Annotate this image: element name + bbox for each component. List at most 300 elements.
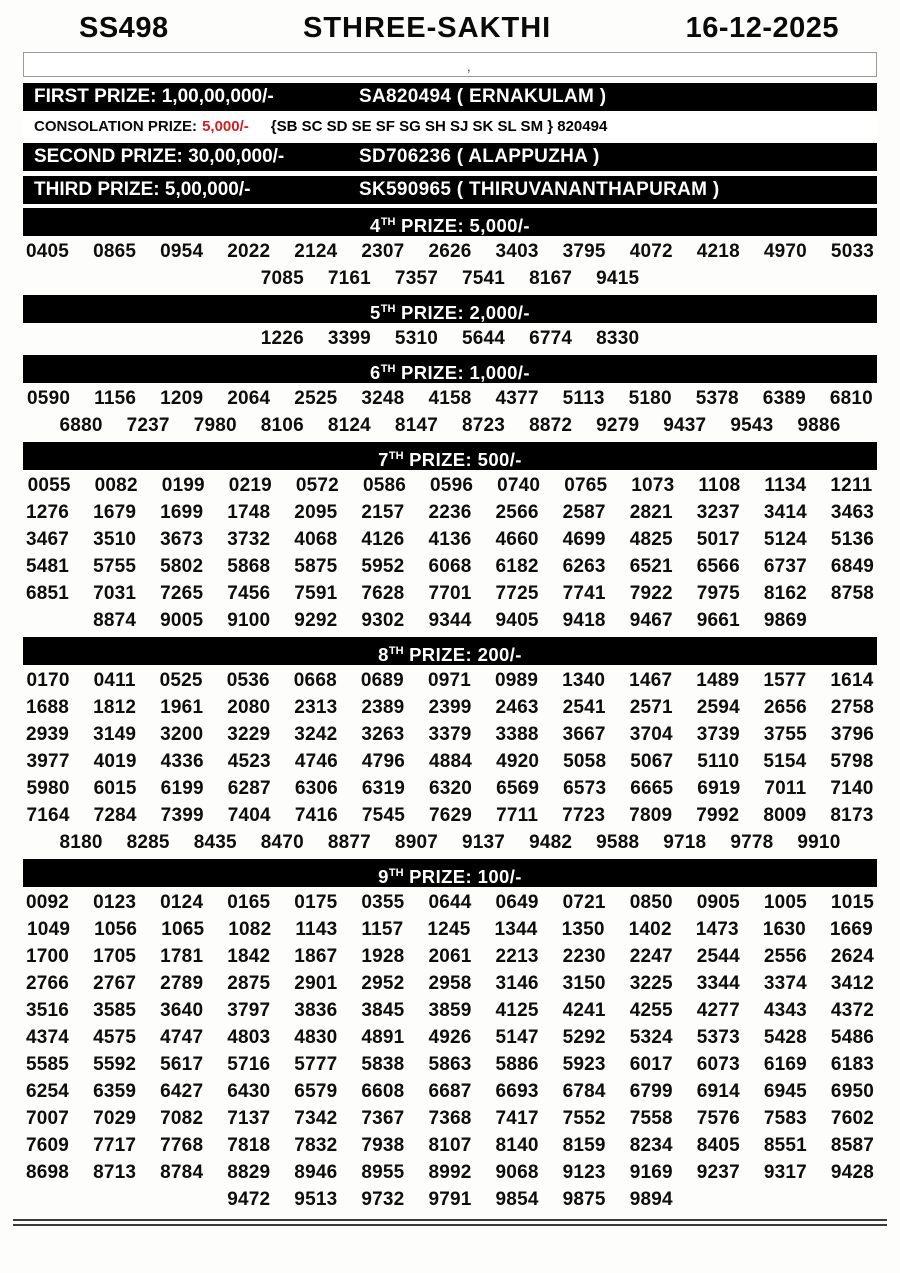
- ticket-number: 3149: [93, 724, 137, 745]
- winning-numbers-row: [23, 667, 877, 694]
- ticket-number: 8330: [596, 328, 640, 349]
- ticket-number: 8713: [93, 1162, 137, 1183]
- ordinal-suffix: TH: [380, 303, 396, 315]
- ticket-number: 9415: [596, 268, 640, 289]
- ticket-number: 6950: [830, 1081, 874, 1102]
- ticket-number: 7723: [562, 805, 606, 826]
- third-prize-band: [23, 175, 877, 204]
- ticket-number: 3344: [696, 973, 740, 994]
- prize-8th-header: 8TH PRIZE: 200/-: [23, 637, 877, 665]
- ticket-number: 3836: [294, 1000, 338, 1021]
- ticket-number: 6919: [697, 778, 741, 799]
- ticket-number: 6569: [496, 778, 540, 799]
- ticket-number: 3200: [160, 724, 204, 745]
- ticket-number: 7602: [830, 1108, 874, 1129]
- ordinal-suffix: TH: [388, 450, 404, 462]
- ticket-number: 6319: [361, 778, 405, 799]
- ticket-number: 4336: [160, 751, 204, 772]
- ticket-number: 5798: [830, 751, 874, 772]
- ticket-number: 0219: [228, 475, 272, 496]
- ticket-number: 0596: [430, 475, 474, 496]
- ticket-number: 2571: [629, 697, 673, 718]
- ticket-number: 7007: [25, 1108, 70, 1129]
- ticket-number: 0165: [227, 892, 271, 913]
- winning-numbers-row: [23, 499, 877, 526]
- ticket-number: 7558: [629, 1108, 673, 1129]
- ticket-number: 3796: [830, 724, 874, 745]
- winning-numbers-row: [23, 1024, 877, 1051]
- ticket-number: 0123: [93, 892, 137, 913]
- ticket-number: 2541: [562, 697, 606, 718]
- winning-numbers-row: [23, 265, 877, 292]
- ticket-number: 4970: [763, 241, 807, 262]
- ticket-number: 8907: [394, 832, 438, 853]
- ticket-number: 7717: [93, 1135, 137, 1156]
- ticket-number: 6799: [629, 1081, 673, 1102]
- ticket-number: 8551: [763, 1135, 807, 1156]
- ticket-number: 4803: [227, 1027, 271, 1048]
- ticket-number: 7161: [327, 268, 371, 289]
- ticket-number: 6169: [763, 1054, 807, 1075]
- ticket-number: 0668: [293, 670, 337, 691]
- ticket-number: 7265: [160, 583, 204, 604]
- winning-numbers-row: [23, 721, 877, 748]
- ticket-number: 1630: [762, 919, 806, 940]
- ticket-number: 2624: [830, 946, 874, 967]
- ticket-number: 4377: [495, 388, 539, 409]
- ticket-number: 3399: [327, 328, 371, 349]
- ticket-number: 8435: [193, 832, 237, 853]
- ticket-number: 1699: [160, 502, 204, 523]
- ticket-number: 3732: [227, 529, 271, 550]
- prize-5th-header: 5TH PRIZE: 2,000/-: [23, 295, 877, 323]
- ticket-number: 9428: [830, 1162, 874, 1183]
- ticket-number: 8470: [260, 832, 304, 853]
- ticket-number: 9910: [797, 832, 841, 853]
- ticket-number: 7399: [160, 805, 204, 826]
- masthead: [23, 8, 877, 47]
- ticket-number: 7085: [260, 268, 304, 289]
- ticket-number: 7818: [227, 1135, 271, 1156]
- ticket-number: 7628: [361, 583, 405, 604]
- ticket-number: 2587: [562, 502, 606, 523]
- ticket-number: 4255: [629, 1000, 673, 1021]
- ticket-number: 6784: [562, 1081, 606, 1102]
- ticket-number: 8162: [763, 583, 807, 604]
- ticket-number: 8758: [830, 583, 874, 604]
- prize-4th-header: 4TH PRIZE: 5,000/-: [23, 208, 877, 236]
- ticket-number: 7456: [227, 583, 271, 604]
- ticket-number: 7992: [696, 805, 740, 826]
- winning-numbers-row: [23, 1051, 877, 1078]
- consolation-amount: 5,000/-: [202, 118, 249, 135]
- ticket-number: 7545: [361, 805, 405, 826]
- ticket-number: 1402: [628, 919, 672, 940]
- ticket-number: 1961: [160, 697, 204, 718]
- ticket-number: 5136: [830, 529, 874, 550]
- ticket-number: 2247: [629, 946, 673, 967]
- prize-9th-header: 9TH PRIZE: 100/-: [23, 859, 877, 887]
- ticket-number: 8285: [126, 832, 170, 853]
- ticket-number: 1688: [25, 697, 70, 718]
- draw-date: 16-12-2025: [685, 12, 839, 44]
- ticket-number: 8587: [830, 1135, 874, 1156]
- ticket-number: 5373: [696, 1027, 740, 1048]
- ticket-number: 2789: [160, 973, 204, 994]
- ticket-number: 9791: [428, 1189, 472, 1210]
- ticket-number: 8107: [428, 1135, 472, 1156]
- ticket-number: 6521: [629, 556, 673, 577]
- winning-numbers-row: [23, 802, 877, 829]
- ticket-number: 4699: [562, 529, 606, 550]
- ticket-number: 7938: [361, 1135, 405, 1156]
- ticket-number: 8992: [428, 1162, 472, 1183]
- winning-numbers-row: [23, 580, 877, 607]
- ticket-number: 6851: [25, 583, 70, 604]
- ticket-number: 4241: [562, 1000, 606, 1021]
- ticket-number: 3463: [830, 502, 874, 523]
- prize-section-4th: [23, 208, 877, 292]
- ticket-number: 1245: [427, 919, 471, 940]
- ticket-number: 8106: [260, 415, 304, 436]
- ticket-number: 9513: [294, 1189, 338, 1210]
- winning-numbers-row: [23, 472, 877, 499]
- ticket-number: 2544: [696, 946, 740, 967]
- ticket-number: 6359: [93, 1081, 137, 1102]
- ticket-number: 1679: [93, 502, 137, 523]
- ticket-number: 6880: [59, 415, 103, 436]
- ticket-number: 0971: [427, 670, 472, 691]
- prize-section-8th: [23, 637, 877, 856]
- ticket-number: 7237: [126, 415, 170, 436]
- ticket-number: 5755: [93, 556, 137, 577]
- third-prize-label: THIRD PRIZE: 5,00,000/-: [34, 179, 251, 200]
- ticket-number: 9543: [730, 415, 774, 436]
- ordinal-suffix: TH: [380, 216, 396, 228]
- ticket-number: 1015: [830, 892, 874, 913]
- ticket-number: 6017: [629, 1054, 673, 1075]
- ticket-number: 6566: [696, 556, 740, 577]
- winning-numbers-row: [23, 775, 877, 802]
- ticket-number: 9137: [462, 832, 506, 853]
- ticket-number: 0536: [226, 670, 270, 691]
- ticket-number: 6182: [495, 556, 539, 577]
- ticket-number: 9894: [629, 1189, 673, 1210]
- ordinal-suffix: TH: [388, 867, 404, 879]
- ticket-number: 3510: [93, 529, 137, 550]
- ticket-number: 8829: [227, 1162, 271, 1183]
- ticket-number: 0355: [361, 892, 405, 913]
- ticket-number: 9317: [763, 1162, 807, 1183]
- ticket-number: 3673: [160, 529, 204, 550]
- ticket-number: 5124: [763, 529, 807, 550]
- ticket-number: 2952: [361, 973, 405, 994]
- ticket-number: 1928: [361, 946, 405, 967]
- ticket-number: 9169: [629, 1162, 673, 1183]
- ticket-number: 9732: [361, 1189, 405, 1210]
- ticket-number: 9854: [495, 1189, 539, 1210]
- ticket-number: 8234: [629, 1135, 673, 1156]
- ticket-number: 4374: [25, 1027, 70, 1048]
- ticket-number: 3585: [93, 1000, 137, 1021]
- ticket-number: 0572: [295, 475, 339, 496]
- winning-numbers-row: [23, 916, 877, 943]
- ticket-number: 5292: [562, 1027, 606, 1048]
- ticket-number: 3150: [562, 973, 606, 994]
- ticket-number: 5644: [462, 328, 506, 349]
- winning-numbers-row: [23, 526, 877, 553]
- ticket-number: 7082: [160, 1108, 204, 1129]
- ticket-number: 0644: [428, 892, 472, 913]
- ticket-number: 2389: [361, 697, 405, 718]
- ticket-number: 7140: [830, 778, 874, 799]
- ticket-number: 0865: [93, 241, 137, 262]
- ticket-number: 6687: [428, 1081, 472, 1102]
- ticket-number: 7711: [496, 805, 539, 826]
- ticket-number: 7029: [93, 1108, 137, 1129]
- ticket-number: 1340: [562, 670, 606, 691]
- ticket-number: 8167: [529, 268, 573, 289]
- ticket-number: 2061: [428, 946, 472, 967]
- ticket-number: 2064: [227, 388, 271, 409]
- ticket-number: 4372: [830, 1000, 874, 1021]
- blank-strip: [23, 52, 877, 77]
- ticket-number: 7832: [294, 1135, 338, 1156]
- ticket-number: 2313: [294, 697, 338, 718]
- ticket-number: 2594: [696, 697, 740, 718]
- ticket-number: 3739: [696, 724, 740, 745]
- ticket-number: 9661: [696, 610, 740, 631]
- ticket-number: 4825: [629, 529, 673, 550]
- ticket-number: 5617: [160, 1054, 204, 1075]
- ticket-number: 6608: [361, 1081, 405, 1102]
- winning-numbers-row: [23, 997, 877, 1024]
- ticket-number: 2766: [25, 973, 70, 994]
- ticket-number: 6810: [829, 388, 873, 409]
- ticket-number: 2758: [830, 697, 874, 718]
- ticket-number: 1005: [763, 892, 807, 913]
- ticket-number: 4068: [294, 529, 338, 550]
- ordinal-suffix: TH: [388, 645, 404, 657]
- ticket-number: 6914: [696, 1081, 740, 1102]
- ticket-number: 4126: [361, 529, 405, 550]
- winning-numbers-row: [23, 829, 877, 856]
- ticket-number: 2875: [227, 973, 271, 994]
- ticket-number: 7552: [562, 1108, 606, 1129]
- ticket-number: 9886: [797, 415, 841, 436]
- ticket-number: 2399: [428, 697, 472, 718]
- ticket-number: 5952: [361, 556, 405, 577]
- ticket-number: 7768: [160, 1135, 204, 1156]
- ticket-number: 6263: [562, 556, 606, 577]
- ticket-number: 7417: [495, 1108, 539, 1129]
- ticket-number: 5585: [25, 1054, 70, 1075]
- ticket-number: 1705: [93, 946, 137, 967]
- ticket-number: 3242: [294, 724, 338, 745]
- prize-section-5th: [23, 295, 877, 352]
- ticket-number: 7576: [696, 1108, 740, 1129]
- ticket-number: 4575: [93, 1027, 137, 1048]
- ticket-number: 2525: [294, 388, 338, 409]
- first-prize-label: FIRST PRIZE: 1,00,00,000/-: [34, 86, 274, 107]
- ticket-number: 9005: [160, 610, 204, 631]
- ticket-number: 8009: [763, 805, 807, 826]
- ticket-number: 4920: [496, 751, 540, 772]
- ticket-number: 8124: [327, 415, 371, 436]
- ticket-number: 1812: [93, 697, 137, 718]
- ticket-number: 7368: [428, 1108, 472, 1129]
- ticket-number: 1049: [27, 919, 71, 940]
- lower-prize-sections: [23, 208, 877, 1213]
- winning-numbers-row: [23, 607, 877, 634]
- ticket-number: 7583: [763, 1108, 807, 1129]
- winning-numbers-row: [23, 943, 877, 970]
- ticket-number: 5033: [830, 241, 874, 262]
- ticket-number: 3374: [763, 973, 807, 994]
- ticket-number: 1211: [830, 475, 873, 496]
- ticket-number: 9869: [763, 610, 807, 631]
- ticket-number: 0850: [629, 892, 673, 913]
- ticket-number: 2157: [361, 502, 405, 523]
- ticket-number: 9123: [562, 1162, 606, 1183]
- ticket-number: 6693: [495, 1081, 539, 1102]
- second-prize-label: SECOND PRIZE: 30,00,000/-: [34, 146, 285, 167]
- ticket-number: 8946: [294, 1162, 338, 1183]
- ticket-number: 5113: [562, 388, 605, 409]
- ticket-number: 1842: [227, 946, 271, 967]
- ticket-number: 5923: [562, 1054, 606, 1075]
- ticket-number: 3704: [629, 724, 673, 745]
- ticket-number: 0954: [160, 241, 204, 262]
- first-prize-winner: SA820494 ( ERNAKULAM ): [359, 86, 607, 107]
- ticket-number: 3755: [763, 724, 807, 745]
- ticket-number: 9472: [227, 1189, 271, 1210]
- ticket-number: 3237: [696, 502, 740, 523]
- ticket-number: 4158: [428, 388, 472, 409]
- ticket-number: 5592: [93, 1054, 137, 1075]
- ticket-number: 0525: [159, 670, 203, 691]
- ticket-number: 6254: [25, 1081, 70, 1102]
- ticket-number: 3263: [361, 724, 405, 745]
- ticket-number: 3414: [763, 502, 807, 523]
- ticket-number: 2463: [495, 697, 539, 718]
- ticket-number: 1489: [696, 670, 740, 691]
- ticket-number: 0175: [294, 892, 338, 913]
- ticket-number: 6287: [227, 778, 271, 799]
- ticket-number: 4747: [160, 1027, 204, 1048]
- third-prize-winner: SK590965 ( THIRUVANANTHAPURAM ): [359, 179, 720, 200]
- ticket-number: 4926: [428, 1027, 472, 1048]
- ticket-number: 8698: [25, 1162, 70, 1183]
- ticket-number: 5875: [294, 556, 338, 577]
- ticket-number: 9068: [495, 1162, 539, 1183]
- ticket-number: 5017: [696, 529, 740, 550]
- ticket-number: 2566: [495, 502, 539, 523]
- ticket-number: 0055: [27, 475, 71, 496]
- ticket-number: 0199: [161, 475, 205, 496]
- ticket-number: 1143: [295, 919, 338, 940]
- ticket-number: 1108: [698, 475, 741, 496]
- ticket-number: 7031: [93, 583, 137, 604]
- ticket-number: 3795: [562, 241, 606, 262]
- ticket-number: 3977: [26, 751, 70, 772]
- ticket-number: 5154: [763, 751, 807, 772]
- winning-numbers-row: [23, 694, 877, 721]
- ticket-number: 7809: [629, 805, 673, 826]
- ticket-number: 6579: [294, 1081, 338, 1102]
- ticket-number: 3412: [830, 973, 874, 994]
- draw-code: SS498: [79, 12, 169, 44]
- ticket-number: 8872: [529, 415, 573, 436]
- ticket-number: 9467: [629, 610, 673, 631]
- ticket-number: 1344: [494, 919, 538, 940]
- ticket-number: 4884: [428, 751, 473, 772]
- ticket-number: 5147: [495, 1027, 539, 1048]
- ticket-number: 6849: [830, 556, 874, 577]
- ticket-number: 4218: [696, 241, 740, 262]
- ticket-number: 5868: [227, 556, 271, 577]
- ticket-number: 7741: [562, 583, 606, 604]
- ticket-number: 1056: [94, 919, 138, 940]
- ticket-number: 7701: [428, 583, 472, 604]
- ticket-number: 7137: [227, 1108, 271, 1129]
- ticket-number: 0989: [495, 670, 539, 691]
- ticket-number: 7980: [193, 415, 237, 436]
- ticket-number: 1467: [629, 670, 673, 691]
- ticket-number: 3516: [25, 1000, 70, 1021]
- ticket-number: 1700: [25, 946, 70, 967]
- ticket-number: 1577: [763, 670, 807, 691]
- ticket-number: 5310: [394, 328, 438, 349]
- ticket-number: 4660: [495, 529, 539, 550]
- ticket-number: 1473: [695, 919, 739, 940]
- ticket-number: 6389: [762, 388, 806, 409]
- ticket-number: 0740: [497, 475, 541, 496]
- ticket-number: 1134: [764, 475, 807, 496]
- ticket-number: 9778: [730, 832, 774, 853]
- ticket-number: 3467: [25, 529, 70, 550]
- ticket-number: 4796: [361, 751, 405, 772]
- ticket-number: 2821: [629, 502, 673, 523]
- ticket-number: 8955: [361, 1162, 405, 1183]
- ticket-number: 7609: [25, 1135, 70, 1156]
- ticket-number: 5863: [428, 1054, 472, 1075]
- ticket-number: 4277: [696, 1000, 740, 1021]
- ticket-number: 6573: [563, 778, 607, 799]
- ticket-number: 4072: [629, 241, 673, 262]
- ticket-number: 4343: [763, 1000, 807, 1021]
- ticket-number: 2656: [763, 697, 807, 718]
- ticket-number: 5428: [763, 1027, 807, 1048]
- ticket-number: 2939: [25, 724, 70, 745]
- winning-numbers-row: [23, 1132, 877, 1159]
- ticket-number: 3388: [495, 724, 539, 745]
- ticket-number: 7975: [696, 583, 740, 604]
- ticket-number: 3667: [562, 724, 606, 745]
- ticket-number: 3845: [361, 1000, 405, 1021]
- ticket-number: 0590: [27, 388, 71, 409]
- prize-7th-header: 7TH PRIZE: 500/-: [23, 442, 877, 470]
- ticket-number: 1748: [227, 502, 271, 523]
- ticket-number: 4891: [361, 1027, 405, 1048]
- ticket-number: 6073: [696, 1054, 740, 1075]
- ticket-number: 1156: [94, 388, 137, 409]
- ticket-number: 9237: [696, 1162, 740, 1183]
- ticket-number: 9482: [529, 832, 573, 853]
- ticket-number: 3859: [428, 1000, 472, 1021]
- ordinal-suffix: TH: [380, 363, 396, 375]
- ticket-number: 3248: [361, 388, 405, 409]
